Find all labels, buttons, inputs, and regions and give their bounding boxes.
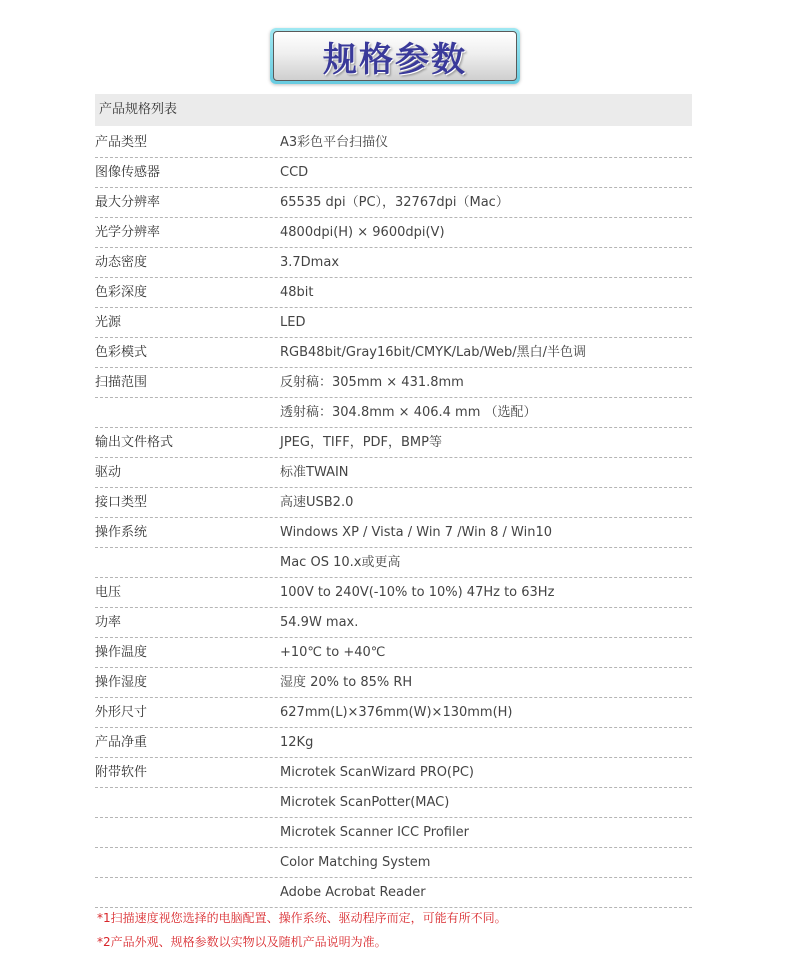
spec-row — [95, 848, 692, 878]
spec-value: CCD — [280, 165, 309, 180]
spec-list-header: 产品规格列表 — [95, 94, 692, 126]
spec-row — [95, 578, 692, 608]
spec-row — [95, 518, 692, 548]
spec-value: Windows XP / Vista / Win 7 /Win 8 / Win10 — [280, 525, 553, 540]
spec-value: 3.7Dmax — [280, 255, 340, 270]
spec-row — [95, 128, 692, 158]
spec-value: 标准TWAIN — [280, 465, 349, 480]
spec-value: JPEG，TIFF，PDF，BMP等 — [280, 435, 442, 450]
spec-label: 光学分辨率 — [95, 225, 161, 240]
spec-label: 光源 — [95, 315, 122, 330]
spec-value: Microtek ScanWizard PRO(PC) — [280, 765, 474, 780]
spec-label: 动态密度 — [95, 255, 148, 270]
spec-row — [95, 398, 692, 428]
spec-row — [95, 158, 692, 188]
spec-row — [95, 638, 692, 668]
page-title: 规格参数 — [323, 39, 467, 80]
spec-value: 54.9W max. — [280, 615, 359, 630]
footnote-2: *2产品外观、规格参数以实物以及随机产品说明为准。 — [97, 935, 387, 949]
spec-row — [95, 608, 692, 638]
spec-label: 外形尺寸 — [95, 705, 148, 720]
spec-label: 产品净重 — [95, 735, 148, 750]
spec-value: Microtek ScanPotter(MAC) — [280, 795, 450, 810]
spec-label: 扫描范围 — [95, 375, 148, 390]
title-banner-inner — [273, 31, 517, 81]
spec-value: 65535 dpi（PC），32767dpi（Mac） — [280, 195, 509, 210]
spec-value: +10℃ to +40℃ — [280, 645, 386, 660]
spec-value: 透射稿：304.8mm × 406.4 mm （选配） — [280, 405, 537, 420]
spec-label: 输出文件格式 — [95, 435, 174, 450]
spec-label: 操作温度 — [95, 645, 148, 660]
spec-table — [95, 128, 692, 908]
spec-label: 电压 — [95, 585, 122, 600]
spec-row — [95, 698, 692, 728]
spec-value: 4800dpi(H) × 9600dpi(V) — [280, 225, 445, 240]
spec-value: A3彩色平台扫描仪 — [280, 135, 389, 150]
title-banner — [270, 28, 520, 84]
spec-value: 627mm(L)×376mm(W)×130mm(H) — [280, 705, 513, 720]
spec-label: 色彩模式 — [95, 345, 148, 360]
spec-value: 48bit — [280, 285, 314, 300]
spec-row — [95, 878, 692, 908]
spec-row — [95, 668, 692, 698]
spec-value: 湿度 20% to 85% RH — [280, 675, 413, 690]
spec-label: 最大分辨率 — [95, 195, 161, 210]
spec-value: Adobe Acrobat Reader — [280, 885, 426, 900]
spec-value: Mac OS 10.x或更高 — [280, 555, 401, 570]
spec-label: 色彩深度 — [95, 285, 148, 300]
spec-row — [95, 308, 692, 338]
spec-label: 功率 — [95, 615, 122, 630]
spec-row — [95, 788, 692, 818]
spec-value: 反射稿：305mm × 431.8mm — [280, 375, 464, 390]
spec-row — [95, 428, 692, 458]
spec-label: 操作系统 — [95, 525, 148, 540]
spec-row — [95, 818, 692, 848]
spec-label: 接口类型 — [95, 495, 148, 510]
spec-row — [95, 548, 692, 578]
spec-row — [95, 368, 692, 398]
spec-label: 操作湿度 — [95, 675, 148, 690]
spec-row — [95, 338, 692, 368]
spec-row — [95, 458, 692, 488]
spec-label: 附带软件 — [95, 765, 148, 780]
spec-row — [95, 218, 692, 248]
spec-value: 100V to 240V(-10% to 10%) 47Hz to 63Hz — [280, 585, 555, 600]
spec-value: Color Matching System — [280, 855, 431, 870]
spec-value: 12Kg — [280, 735, 314, 750]
footnote-1: *1扫描速度视您选择的电脑配置、操作系统、驱动程序而定，可能有所不同。 — [97, 911, 507, 925]
spec-value: 高速USB2.0 — [280, 495, 354, 510]
spec-value: LED — [280, 315, 306, 330]
spec-label: 图像传感器 — [95, 165, 161, 180]
spec-row — [95, 278, 692, 308]
spec-row — [95, 758, 692, 788]
spec-row — [95, 488, 692, 518]
spec-label: 产品类型 — [95, 135, 148, 150]
spec-label: 驱动 — [95, 465, 122, 480]
spec-value: RGB48bit/Gray16bit/CMYK/Lab/Web/黑白/半色调 — [280, 345, 586, 360]
spec-row — [95, 248, 692, 278]
spec-row — [95, 728, 692, 758]
spec-value: Microtek Scanner ICC Profiler — [280, 825, 469, 840]
spec-row — [95, 188, 692, 218]
